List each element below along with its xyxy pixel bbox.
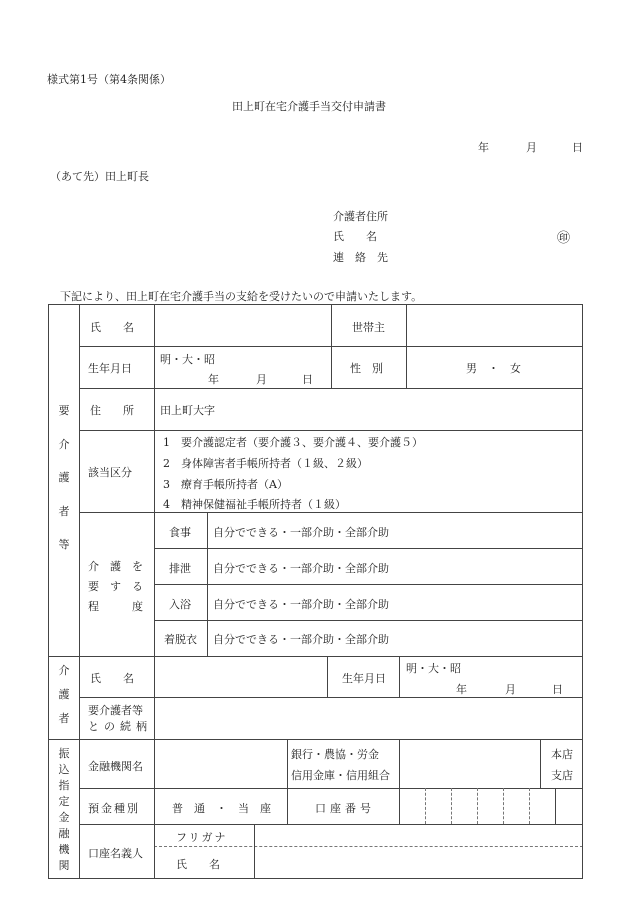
recipient-address-value[interactable]: 田上町大字 <box>160 404 215 417</box>
bank-type-options-1[interactable]: 銀行・農協・労金 <box>291 748 379 761</box>
relation-field[interactable] <box>160 703 576 733</box>
household-head-field[interactable] <box>410 314 578 342</box>
caregiver-name-field[interactable] <box>160 662 322 692</box>
bank-type-options-2[interactable]: 信用金庫・信用組合 <box>291 769 390 782</box>
intro-text: 下記により、田上町在宅介護手当の支給を受けたいので申請いたします。 <box>60 290 423 303</box>
holder-name-field[interactable] <box>258 850 578 875</box>
caregiver-birth-month-label: 月 <box>505 683 516 696</box>
gender-label: 性 別 <box>350 362 383 375</box>
branch-name-field[interactable] <box>404 745 534 783</box>
caregiver-birth-day-label: 日 <box>552 683 563 696</box>
care-item-dressing-options[interactable]: 自分でできる・一部介助・全部介助 <box>213 633 389 646</box>
relation-label-line-1: 要介護者等 <box>88 704 143 717</box>
care-recipient-section-label: 要 介 護 者 等 <box>58 404 70 551</box>
care-item-dressing-label: 着脱衣 <box>164 633 197 646</box>
furigana-field[interactable] <box>258 827 578 844</box>
recipient-birthdate-label: 生年月日 <box>88 362 132 375</box>
deposit-type-label: 預金種別 <box>88 802 140 815</box>
holder-name-label: 氏 名 <box>176 858 220 871</box>
recipient-era-options[interactable]: 明・大・昭 <box>160 353 215 366</box>
addressee: （あて先）田上町長 <box>50 170 149 183</box>
institution-label: 金融機関名 <box>88 760 143 773</box>
care-item-eating-label: 食事 <box>169 526 191 539</box>
date-day-label: 日 <box>572 141 583 154</box>
caregiver-section-label: 介 護 者 <box>58 664 70 725</box>
category-label: 該当区分 <box>88 466 132 479</box>
care-item-eating-options[interactable]: 自分でできる・一部介助・全部介助 <box>213 526 389 539</box>
category-option-2[interactable]: 2 身体障害者手帳所持者（１級、２級） <box>163 457 368 470</box>
care-level-label-line-1: 介 護 を <box>88 560 143 573</box>
recipient-birth-day-label: 日 <box>302 373 313 386</box>
account-number-field[interactable] <box>400 790 582 822</box>
recipient-name-field[interactable] <box>160 314 328 342</box>
care-item-excretion-label: 排泄 <box>169 562 191 575</box>
recipient-birth-month-label: 月 <box>256 373 267 386</box>
care-item-excretion-options[interactable]: 自分でできる・一部介助・全部介助 <box>213 562 389 575</box>
institution-name-field[interactable] <box>160 745 282 783</box>
category-option-1[interactable]: 1 要介護認定者（要介護３、要介護４、要介護５） <box>163 436 423 449</box>
recipient-address-label: 住 所 <box>90 404 134 417</box>
holder-label: 口座名義人 <box>88 847 143 860</box>
branch-main-option[interactable]: 本店 <box>551 748 573 761</box>
recipient-birth-year-label: 年 <box>208 373 219 386</box>
seal-mark: ㊞ <box>557 231 571 246</box>
relation-label-line-2: との続柄 <box>88 720 152 733</box>
applicant-address-label: 介護者住所 <box>333 210 388 223</box>
caregiver-birth-year-label: 年 <box>456 683 467 696</box>
household-head-label: 世帯主 <box>352 321 385 334</box>
form-number: 様式第1号（第4条関係） <box>47 73 171 86</box>
caregiver-birthdate-label: 生年月日 <box>342 672 386 685</box>
applicant-name-label: 氏 名 <box>333 230 377 243</box>
care-level-label-line-2: 要 す る <box>88 580 143 593</box>
date-year-label: 年 <box>478 141 489 154</box>
form-title: 田上町在宅介護手当交付申請書 <box>232 100 386 113</box>
deposit-type-options[interactable]: 普 通 ・ 当 座 <box>172 802 271 815</box>
date-month-label: 月 <box>526 141 537 154</box>
account-number-label: 口座番号 <box>315 802 375 815</box>
furigana-label: フリガナ <box>176 831 228 844</box>
branch-sub-option[interactable]: 支店 <box>551 769 573 782</box>
caregiver-name-label: 氏 名 <box>90 672 134 685</box>
applicant-contact-label: 連 絡 先 <box>333 251 388 264</box>
gender-options[interactable]: 男 ・ 女 <box>466 362 521 375</box>
care-item-bathing-options[interactable]: 自分でできる・一部介助・全部介助 <box>213 598 389 611</box>
category-option-4[interactable]: 4 精神保健福祉手帳所持者（１級） <box>163 498 346 511</box>
bank-section-label: 振 込 指 定 金 融 機 関 <box>58 747 70 872</box>
recipient-name-label: 氏 名 <box>90 321 134 334</box>
care-item-bathing-label: 入浴 <box>169 598 191 611</box>
category-option-3[interactable]: 3 療育手帳所持者（A） <box>163 478 288 491</box>
caregiver-era-options[interactable]: 明・大・昭 <box>406 662 461 675</box>
care-level-label-line-3: 程 度 <box>88 600 143 613</box>
